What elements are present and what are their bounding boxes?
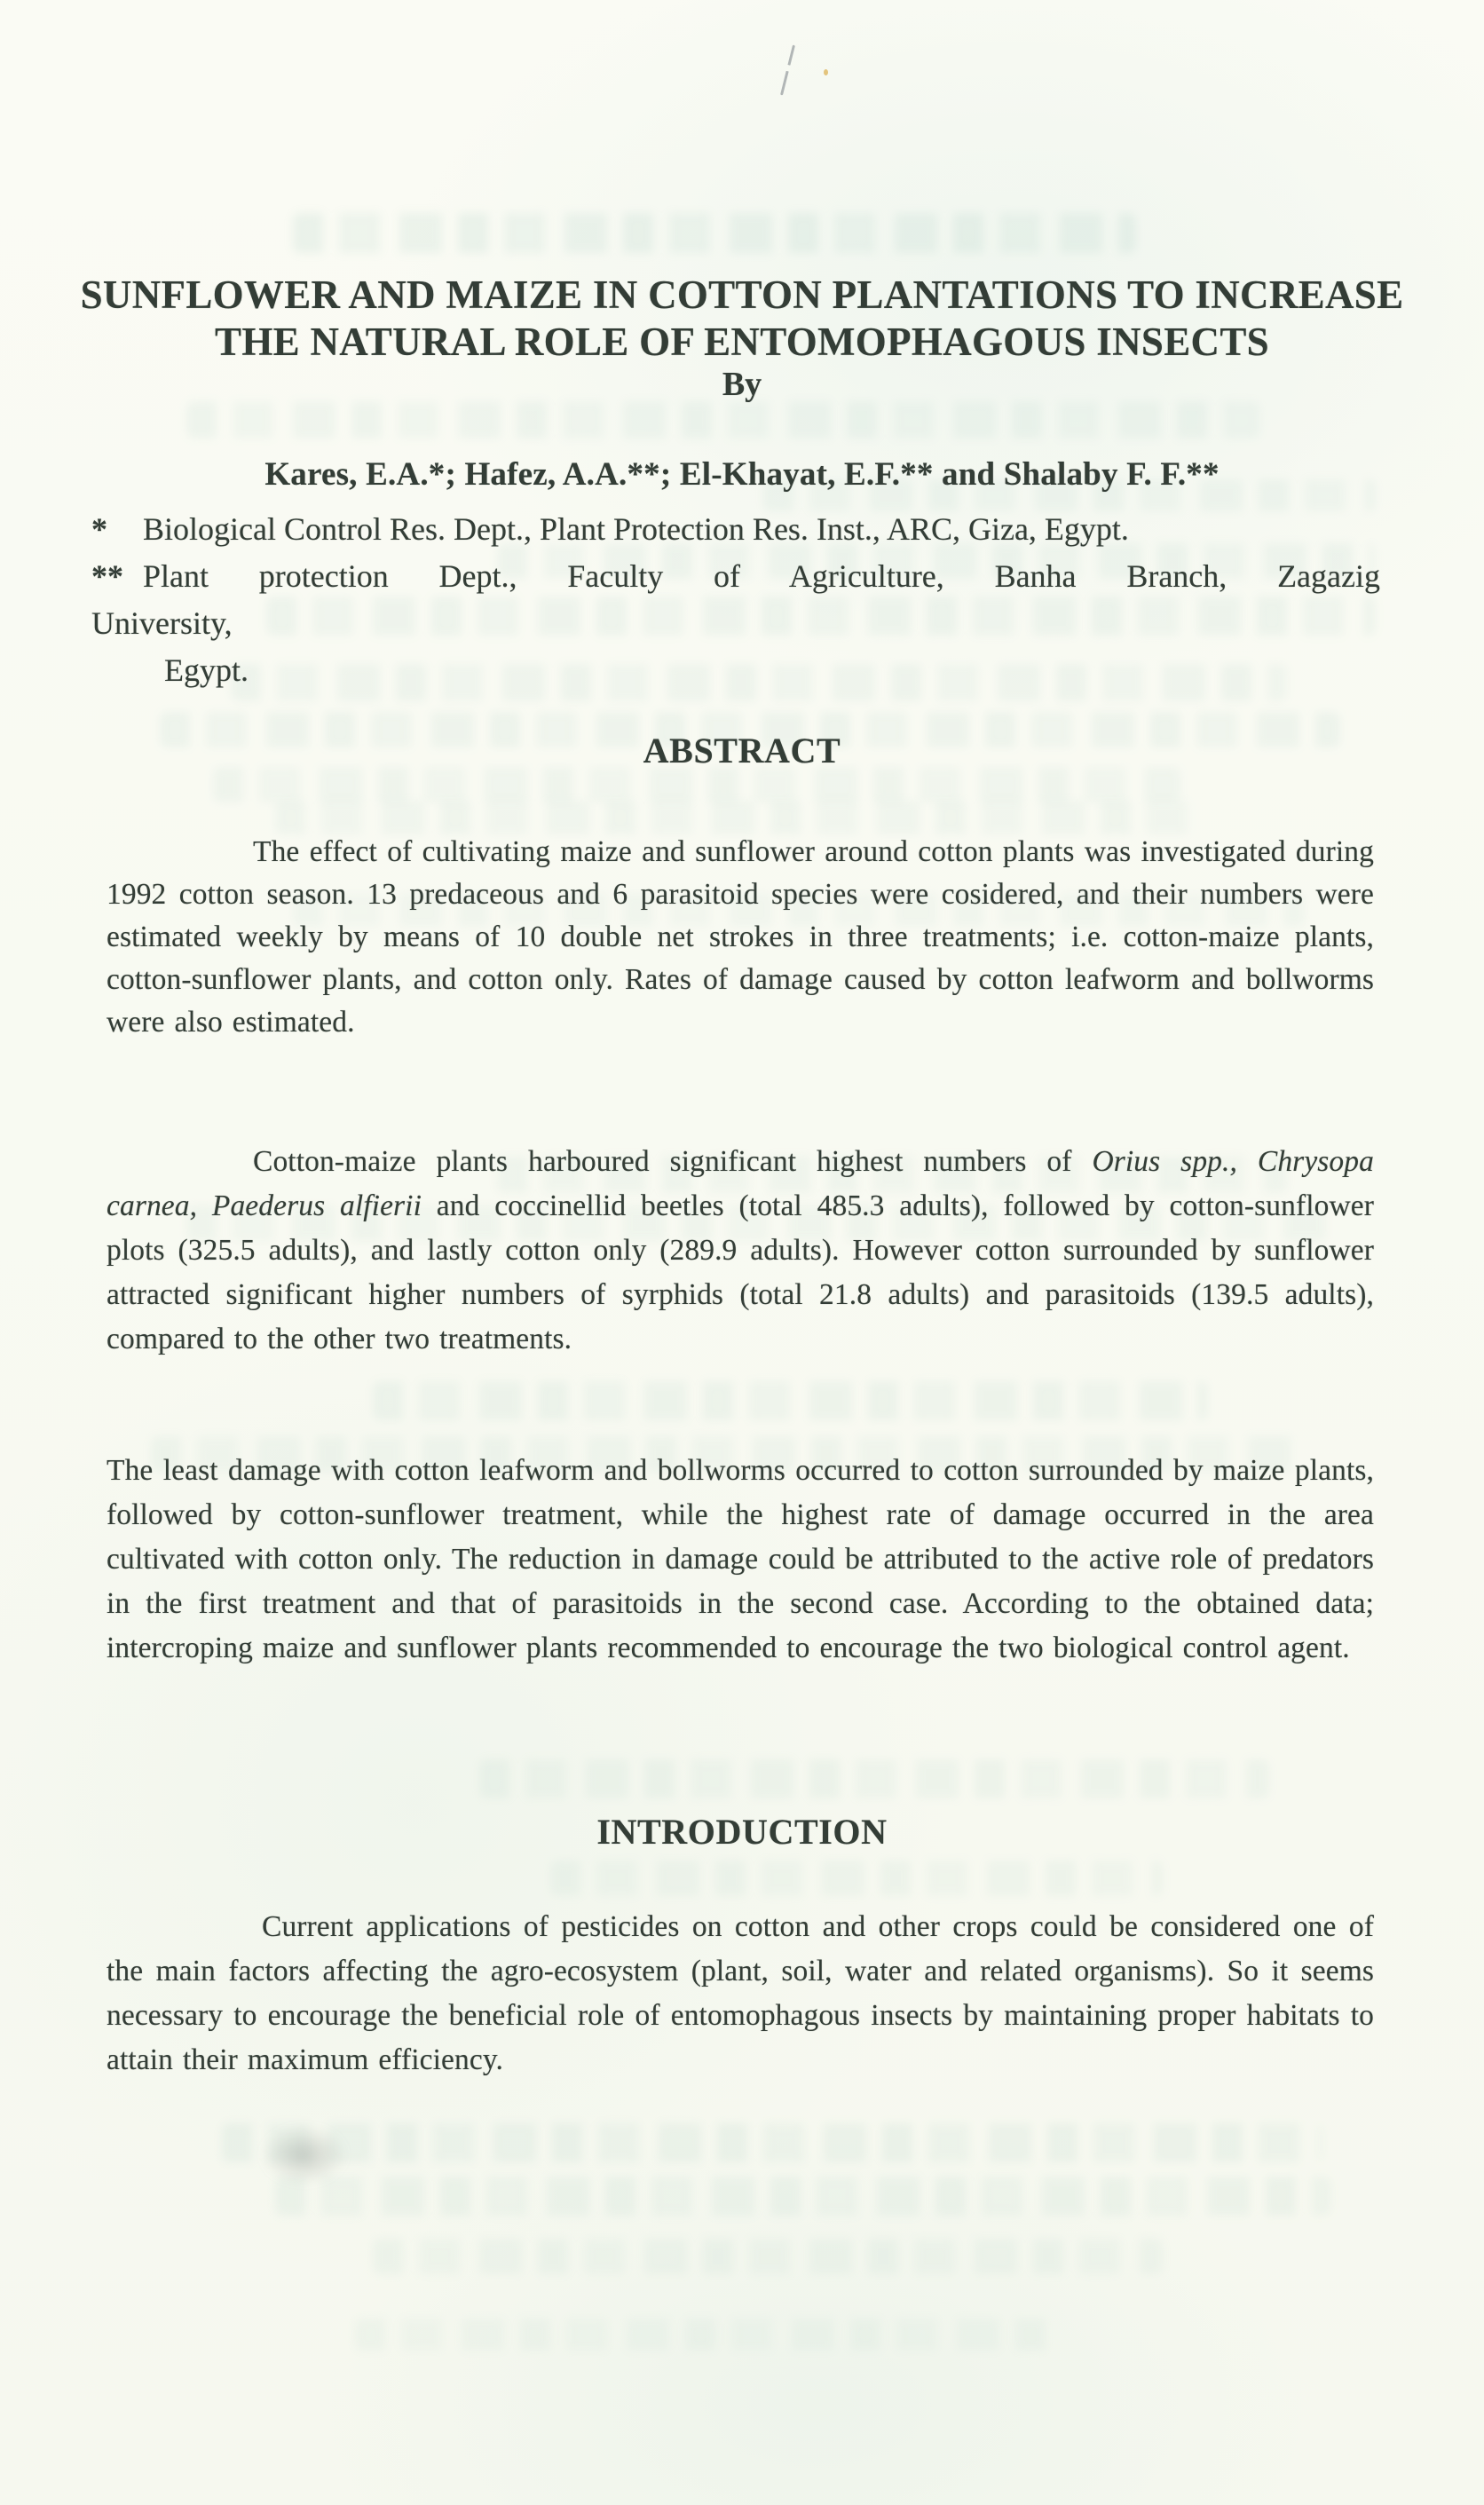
abstract-paragraph-1: The effect of cultivating maize and sunflower around cotton plants was investigated during 1992 cotton season. 13 predaceous and 6 parasitoid species were cosidered, and their numbers were estimated weekly by means of 10 double net strokes in three treatments; i.e. cotton-maize plants, cotton-sunflower plants, and cotton only. Rates of damage caused by cotton leafworm and bollworms were also estimated. [107, 835, 1374, 1039]
bleed-through-artifact [222, 2123, 1322, 2162]
paper-title-line1: SUNFLOWER AND MAIZE IN COTTON PLANTATIONS TO INCREASE [80, 273, 1404, 317]
affiliation-2 [91, 553, 1380, 600]
affiliation-2-cont: University, [91, 605, 233, 641]
affiliation-1 [91, 506, 1380, 553]
affiliation-1-text: Biological Control Res. Dept., Plant Protection Res. Inst., ARC, Giza, Egypt. [143, 511, 1129, 547]
affiliation-2-text: Plant protection Dept., Faculty of Agriculture, Banha Branch, Zagazig [143, 558, 1380, 594]
bleed-through-artifact [275, 2177, 1331, 2216]
bleed-through-artifact [275, 801, 1198, 834]
authors-line: Kares, E.A.*; Hafez, A.A.**; El-Khayat, E.F.** and Shalaby F. F.** [264, 456, 1220, 493]
paper-title [80, 272, 1404, 366]
introduction-heading: INTRODUCTION [596, 1812, 888, 1852]
abstract-p2-text-cont: and coccinellid beetles (total 485.3 adults), followed by cotton-sunflower plots (325.5 adults), and lastly cotton only (289.9 adults). However cotton surrounded by sunflower attracted significant higher numbers of syrphids (total 21.8 adults) and parasitoids (139.5 adults), compared to the other two treatments. [107, 1189, 1374, 1355]
bleed-through-artifact [293, 213, 1136, 253]
abstract-heading: ABSTRACT [643, 731, 841, 770]
bleed-through-artifact [373, 2239, 1163, 2274]
abstract-p2-text: Cotton-maize plants harboured significant highest numbers of [253, 1145, 1093, 1178]
species-chrysopa: Chrysopa carnea, [107, 1145, 1374, 1222]
pen-mark [780, 44, 795, 95]
bleed-through-artifact [550, 1861, 1163, 1896]
byline: By [722, 366, 762, 403]
scan-smudge [262, 2126, 346, 2184]
bleed-through-artifact [213, 767, 1180, 802]
species-orius: Orius spp., [1092, 1145, 1237, 1178]
bleed-through-artifact [479, 1759, 1269, 1798]
abstract-paragraph-2 [107, 1140, 1374, 1362]
bleed-through-artifact [186, 401, 1260, 439]
affiliation-2-cont2: Egypt. [164, 652, 249, 688]
abstract-p2-space2 [197, 1189, 212, 1222]
paper-title-line2: THE NATURAL ROLE OF ENTOMOPHAGOUS INSECTS [215, 320, 1269, 364]
ink-speck [824, 69, 828, 75]
bleed-through-artifact [355, 2319, 1056, 2351]
affiliation-1-marker: * [91, 511, 107, 547]
species-paederus: Paederus alfierii [211, 1189, 422, 1222]
introduction-paragraph-1: Current applications of pesticides on cotton and other crops could be considered one of the main factors affecting the agro-ecosystem (plant, soil, water and related organisms). So it seems necessary to encourage the beneficial role of entomophagous insects by maintaining proper habitats to attain their maximum efficiency. [107, 1910, 1374, 2076]
bleed-through-artifact [373, 1381, 1207, 1420]
affiliation-2-marker: ** [91, 558, 123, 594]
abstract-p2-space [1237, 1145, 1258, 1178]
affiliations-block [91, 506, 1380, 694]
abstract-paragraph-3: The least damage with cotton leafworm and bollworms occurred to cotton surrounded by maize plants, followed by cotton-sunflower treatment, while the highest rate of damage occurred in the area cultivated with cotton only. The reduction in damage could be attributed to the active role of predators in the first treatment and that of parasitoids in the second case. According to the obtained data; intercroping maize and sunflower plants recommended to encourage the two biological control agent. [107, 1454, 1374, 1664]
